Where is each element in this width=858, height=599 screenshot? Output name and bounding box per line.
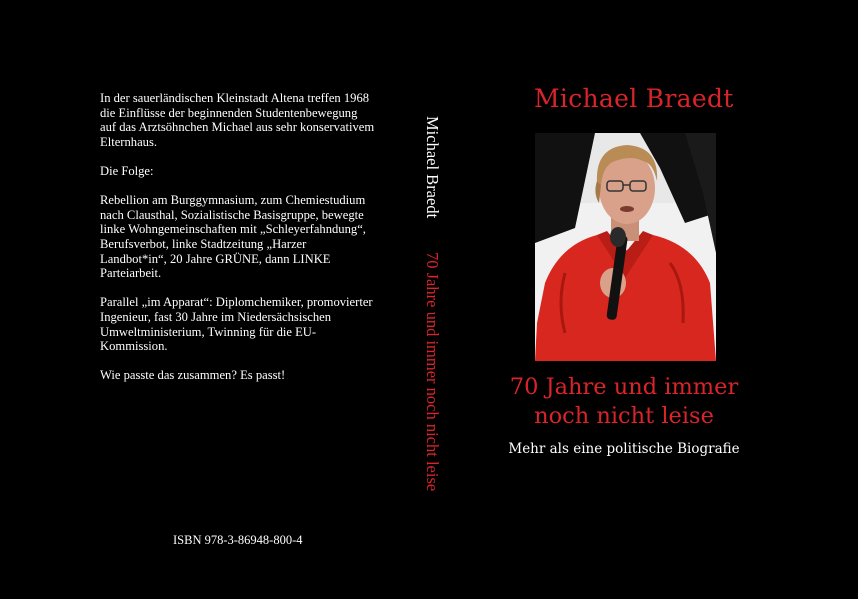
author-photo xyxy=(535,133,716,361)
front-title-line-1: 70 Jahre und immer xyxy=(509,374,739,400)
back-cover-blurb xyxy=(100,91,375,397)
blurb-paragraph-5: Wie passte das zusammen? Es passt! xyxy=(100,368,286,383)
front-title xyxy=(508,373,740,431)
isbn-label: ISBN 978-3-86948-800-4 xyxy=(173,533,303,547)
front-title-line-2: noch nicht leise xyxy=(534,403,714,429)
spine-text xyxy=(421,116,443,491)
book-spine xyxy=(421,116,445,516)
front-subtitle: Mehr als eine politische Biografie xyxy=(508,441,740,457)
author-photo-illustration xyxy=(535,133,716,361)
front-author-name: Michael Braedt xyxy=(534,84,734,113)
spine-author: Michael Braedt xyxy=(423,116,442,219)
blurb-paragraph-3: Rebellion am Burggymnasium, zum Chemiestudium nach Clausthal, Sozialistische Basisgruppe, bewegte linke Wohngemeinschaften mit „Schleyerfahndung“, Berufsverbot, linke Stadtzeitung „Harzer Landbot*in“, 20 Jahre GRÜNE, dann LINKE Parteiarbeit. xyxy=(100,193,366,281)
blurb-paragraph-4: Parallel „im Apparat“: Diplomchemiker, promovierter Ingenieur, fast 30 Jahre im Niedersächsischen Umweltministerium, Twinning für die EU-Kommission. xyxy=(100,295,373,354)
blurb-paragraph-2: Die Folge: xyxy=(100,163,154,178)
blurb-paragraph-1: In der sauerländischen Kleinstadt Altena treffen 1968 die Einflüsse der beginnenden Studentenbewegung auf das Arztsöhnchen Michael aus sehr konservativem Elternhaus. xyxy=(100,91,375,149)
spine-title: 70 Jahre und immer noch nicht leise xyxy=(423,252,442,492)
